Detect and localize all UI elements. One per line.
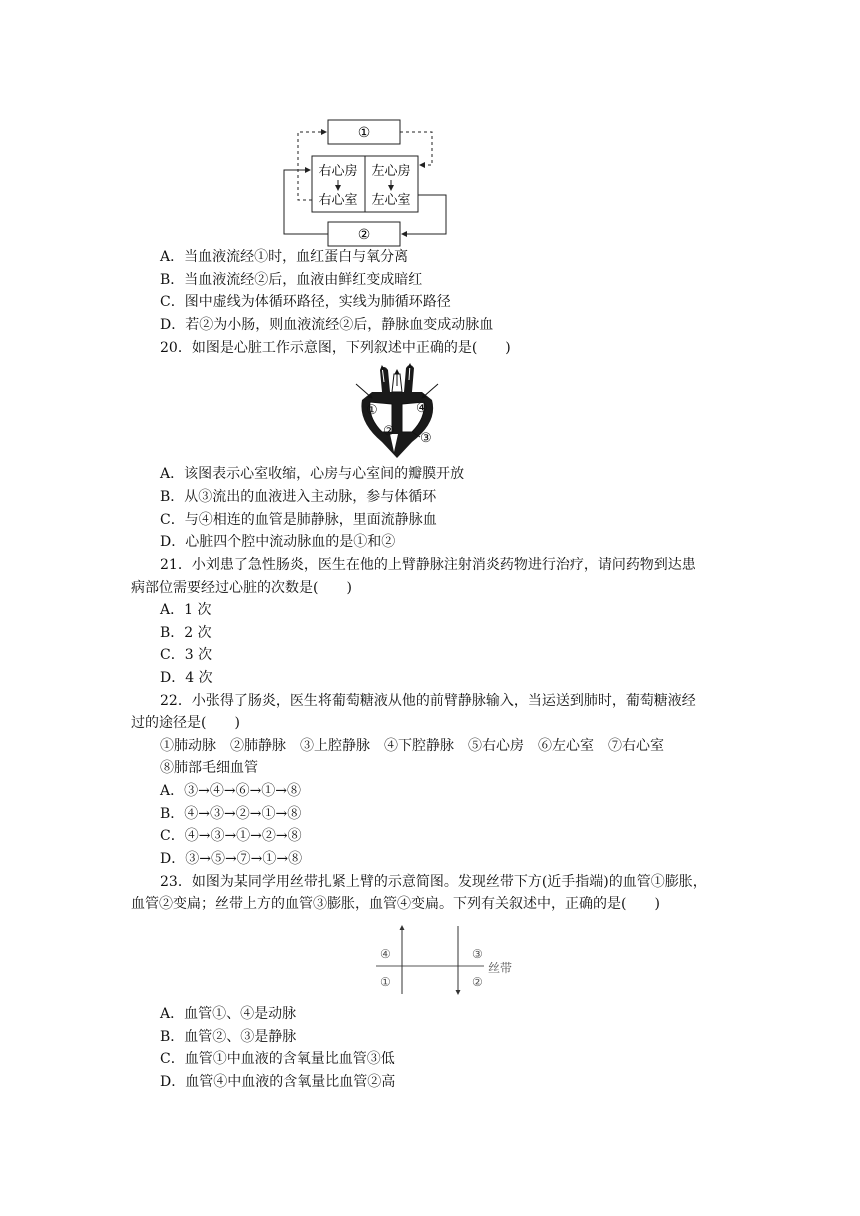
q20-option-d: D．心脏四个腔中流动脉血的是①和② bbox=[160, 534, 396, 550]
organ-box-1-label: ① bbox=[357, 125, 371, 141]
q20-stem: 20．如图是心脏工作示意图，下列叙述中正确的是( ) bbox=[160, 340, 511, 356]
q20-option-b: B．从③流出的血液进入主动脉，参与体循环 bbox=[160, 489, 437, 505]
q23-stem-line1: 23．如图为某同学用丝带扎紧上臂的示意简图。发现丝带下方(近手指端)的血管①膨胀， bbox=[160, 874, 707, 890]
q21-stem-line1: 21．小刘患了急性肠炎，医生在他的上臂静脉注射消炎药物进行治疗，请问药物到达患 bbox=[160, 557, 696, 573]
q22-stem-line2: 过的途径是( ) bbox=[131, 715, 240, 731]
vessel-label-2: ② bbox=[472, 975, 483, 989]
heart-label-2: ② bbox=[383, 424, 395, 439]
q23-option-d: D．血管④中血液的含氧量比血管②高 bbox=[160, 1074, 396, 1090]
tourniquet-diagram bbox=[372, 920, 532, 1000]
heart-label-4: ④ bbox=[416, 401, 428, 416]
right-atrium-label: 右心房 bbox=[318, 164, 358, 179]
q22-option-d: D．③→⑤→⑦→①→⑧ bbox=[160, 851, 303, 867]
q19-option-c: C．图中虚线为体循环路径，实线为肺循环路径 bbox=[160, 294, 451, 310]
q19-option-b: B．当血液流经②后，血液由鲜红变成暗红 bbox=[160, 272, 423, 288]
q19-option-a: A．当血液流经①时，血红蛋白与氧分离 bbox=[160, 249, 409, 265]
heart-diagram bbox=[352, 362, 442, 462]
q22-option-c: C．④→③→①→②→⑧ bbox=[160, 828, 302, 844]
heart-label-3: ③ bbox=[420, 431, 432, 446]
left-atrium-label: 左心房 bbox=[371, 164, 411, 179]
q23-option-b: B．血管②、③是静脉 bbox=[160, 1029, 297, 1045]
q19-option-d: D．若②为小肠，则血液流经②后，静脉血变成动脉血 bbox=[160, 317, 494, 333]
q22-items-line2: ⑧肺部毛细血管 bbox=[160, 760, 258, 776]
heart-label-1: ① bbox=[366, 403, 378, 418]
q21-option-d: D．4 次 bbox=[160, 670, 213, 686]
vessel-label-3: ③ bbox=[472, 947, 483, 961]
q21-option-a: A．1 次 bbox=[160, 602, 212, 618]
q22-items-line1: ①肺动脉 ②肺静脉 ③上腔静脉 ④下腔静脉 ⑤右心房 ⑥左心室 ⑦右心室 bbox=[160, 738, 664, 754]
q22-option-b: B．④→③→②→①→⑧ bbox=[160, 806, 302, 822]
circulation-diagram bbox=[280, 115, 455, 250]
q22-option-a: A．③→④→⑥→①→⑧ bbox=[160, 783, 302, 799]
left-ventricle-label: 左心室 bbox=[371, 193, 411, 208]
vessel-label-4: ④ bbox=[380, 947, 391, 961]
q23-option-c: C．血管①中血液的含氧量比血管③低 bbox=[160, 1051, 395, 1067]
q21-option-c: C．3 次 bbox=[160, 647, 213, 663]
organ-box-2-label: ② bbox=[357, 227, 371, 243]
right-ventricle-label: 右心室 bbox=[318, 193, 358, 208]
q22-stem-line1: 22．小张得了肠炎，医生将葡萄糖液从他的前臂静脉输入，当运送到肺时，葡萄糖液经 bbox=[160, 693, 696, 709]
q20-option-c: C．与④相连的血管是肺静脉，里面流静脉血 bbox=[160, 512, 437, 528]
q21-option-b: B．2 次 bbox=[160, 625, 212, 641]
q20-option-a: A．该图表示心室收缩，心房与心室间的瓣膜开放 bbox=[160, 466, 465, 482]
q23-option-a: A．血管①、④是动脉 bbox=[160, 1006, 297, 1022]
vessel-label-1: ① bbox=[380, 975, 391, 989]
q21-stem-line2: 病部位需要经过心脏的次数是( ) bbox=[131, 580, 352, 596]
band-label: 丝带 bbox=[488, 961, 513, 975]
q23-stem-line2: 血管②变扁；丝带上方的血管③膨胀，血管④变扁。下列有关叙述中，正确的是( ) bbox=[131, 896, 660, 912]
